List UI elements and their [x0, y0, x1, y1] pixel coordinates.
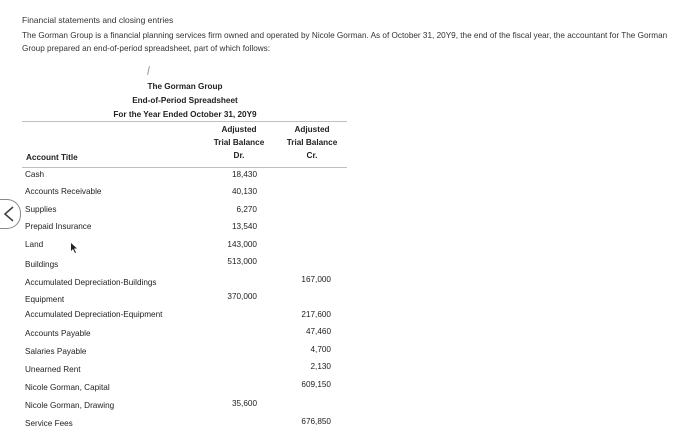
debit-amount: 513,000	[227, 257, 257, 266]
credit-amount: 609,150	[301, 380, 331, 389]
credit-amount: 676,850	[301, 417, 331, 426]
account-name: Unearned Rent	[25, 365, 81, 374]
problem-intro: The Gorman Group is a financial planning services firm owned and operated by Nicole Gorman. As of October 31, 20Y9, the end of the fiscal year, the accountant for The Gorman Group prepared an end-of-period spreadsheet, part of which follows:	[22, 31, 668, 53]
table-row	[0, 168, 700, 185]
credit-amount: 167,000	[301, 275, 331, 284]
credit-amount: 2,130	[310, 362, 331, 371]
debit-amount: 18,430	[231, 170, 257, 179]
table-row	[0, 255, 700, 272]
account-name: Supplies	[25, 205, 57, 214]
credit-column-header	[278, 123, 346, 162]
debit-header-line3: Dr.	[233, 151, 245, 160]
account-name: Accumulated Depreciation-Equipment	[25, 310, 163, 319]
account-name: Land	[25, 240, 44, 249]
table-row	[0, 415, 700, 432]
debit-amount: 35,600	[231, 399, 257, 408]
account-name: Nicole Gorman, Drawing	[25, 401, 115, 410]
account-name: Accumulated Depreciation-Buildings	[25, 278, 157, 287]
debit-amount: 40,130	[231, 187, 257, 196]
account-name: Salaries Payable	[25, 347, 87, 356]
debit-amount: 370,000	[227, 292, 257, 301]
table-row	[0, 397, 700, 414]
credit-amount: 47,460	[305, 327, 331, 336]
table-row	[0, 360, 700, 377]
text-cursor-mark	[147, 66, 150, 75]
table-row	[0, 273, 700, 290]
account-name: Buildings	[25, 260, 59, 269]
credit-header-line3: Cr.	[306, 151, 318, 160]
table-row	[0, 203, 700, 220]
table-row	[0, 378, 700, 395]
credit-header-line2: Trial Balance	[286, 138, 338, 147]
header-rule-top	[22, 121, 347, 122]
debit-header-line1: Adjusted	[221, 125, 257, 134]
table-row	[0, 343, 700, 360]
account-name: Prepaid Insurance	[25, 222, 92, 231]
account-name: Accounts Payable	[25, 329, 91, 338]
debit-amount: 143,000	[227, 240, 257, 249]
credit-amount: 4,700	[310, 345, 331, 354]
credit-header-line1: Adjusted	[294, 125, 330, 134]
spreadsheet-title: End-of-Period Spreadsheet	[132, 96, 238, 105]
credit-amount: 217,600	[301, 310, 331, 319]
table-row	[0, 185, 700, 202]
account-name: Equipment	[25, 295, 65, 304]
table-row	[0, 325, 700, 342]
account-name: Service Fees	[25, 419, 73, 428]
mouse-pointer-icon	[70, 243, 78, 253]
spreadsheet-period: For the Year Ended October 31, 20Y9	[113, 110, 257, 119]
account-name: Accounts Receivable	[25, 187, 102, 196]
company-name: The Gorman Group	[147, 82, 223, 91]
chevron-left-icon	[3, 206, 15, 222]
table-row	[0, 308, 700, 325]
debit-amount: 13,540	[231, 222, 257, 231]
account-name: Nicole Gorman, Capital	[25, 383, 110, 392]
table-row	[0, 220, 700, 237]
debit-header-line2: Trial Balance	[213, 138, 265, 147]
debit-amount: 6,270	[236, 205, 257, 214]
table-row	[0, 238, 700, 255]
account-name: Cash	[25, 170, 45, 179]
account-title-header: Account Title	[26, 153, 78, 162]
debit-column-header	[205, 123, 273, 162]
table-row	[0, 290, 700, 307]
section-title: Financial statements and closing entries	[22, 15, 174, 25]
